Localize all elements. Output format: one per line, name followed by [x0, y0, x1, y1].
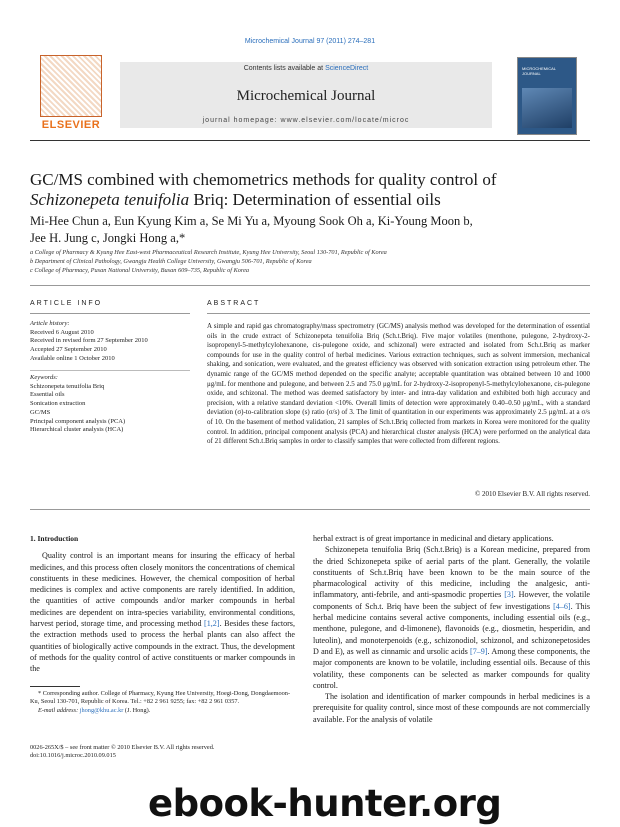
article-history	[30, 320, 195, 364]
intro-paragraph: Quality control is an important means for insuring the efficacy of herbal medicines, and this process often closely monitors the concentrations of chemical constituents in these medicines. However, the chemical composition of herbal medicines is complex and active components are rarely identified. In addition, the quantities of active compounds and/or marker compounds in herbal medicines are dependent on intra-species variability, environmental conditions, harvest period, storage time, and processing method [1,2]. Besides these factors, the extraction methods used to process the herbal plants can also affect the quantities of biologically active compounds in the extract. Thus, the development of methods for the quality control of active constituents or marker compounds in the	[30, 551, 295, 674]
journal-banner	[120, 62, 492, 128]
abstract-text: A simple and rapid gas chromatography/mass spectrometry (GC/MS) analysis method was developed for the determination of essential oils in the crude extract of Schizonepeta tenuifolia Briq (Sch.t.Briq). Five major volatiles (menthone, pulegone, 2-hydroxy-2-isopropenyl-5-methylcylohexanone, cis-pulegone oxide, and schizonal) were extracted and isolated from Sch.t.Briq as marker compounds for use in the quality control of herbal medicines. Various extraction techniques, such as solvent immersion, mechanical shaking, and sonication, were evaluated, and the greatest efficiency was observed with sonication extraction using petroleum ether. The dynamic range of the GC/MS method depended on the specific analyte; acceptable quantitation was obtained between 10 and 1000 μg/mL for menthone and pulegone, and between 2.5 and 75.0 μg/mL for 2-hydroxy-2-isopropenyl-5-methylcylohexanone, cis-pulegone oxide, and schizonal. The method was deemed satisfactory by inter- and intra-day validation and exhibited both high accuracy and precision, with a relative standard deviation <10%. Overall limits of detection were approximately 0.40–0.50 μg/mL, with a standard deviation (σ)-to-calibration slope (s) ratio (σ/s) of 3. The limit of quantitation in our experiments was approximately 2.5 μg/mL at a σ/s of 10. On the basement of method validation, 21 samples of Sch.t.Briq collected from markets in Korea were monitored for the quality control. In addition, principal component analysis (PCA) and hierarchical cluster analysis (HCA) were performed on the analytical data of 21 different Sch.t.Briq samples in order to classify samples that were collected from different regions.	[207, 322, 590, 446]
authors-line-2[interactable]: Jee H. Jung c, Jongki Hong a,*	[30, 231, 186, 245]
citation-link[interactable]: [3]	[504, 590, 514, 600]
footnote	[30, 690, 295, 715]
keywords-rule	[30, 370, 190, 371]
masthead-rule	[30, 140, 590, 141]
article-info-rule	[30, 313, 190, 314]
corresponding-author: * Corresponding author. College of Pharmacy, Kyung Hee University, Hoegi-Dong, Dongdaemoon-Ku, Seoul 130-701, Republic of Korea. Tel.: +82 2 961 9255; fax: +82 2 961 0357.	[30, 690, 291, 706]
keyword-item: Essential oils	[30, 391, 65, 399]
journal-homepage[interactable]: journal homepage: www.elsevier.com/locate/microc	[202, 117, 410, 124]
article-info-heading: ARTICLE INFO	[30, 300, 103, 307]
doi-link[interactable]: doi:10.1016/j.microc.2010.09.015	[30, 752, 116, 760]
elsevier-wordmark: ELSEVIER	[41, 119, 101, 131]
keyword-item: Principal component analysis (PCA)	[30, 417, 126, 425]
email-line: E-mail address: jhong@khu.ac.kr (J. Hong).	[38, 706, 151, 714]
journal-cover-image	[517, 57, 577, 135]
elsevier-tree-icon	[40, 55, 102, 117]
watermark: ebook-hunter.org	[148, 782, 502, 825]
affiliation-rule	[30, 285, 590, 286]
schizonepeta-paragraph: Schizonepeta tenuifolia Briq (Sch.t.Briq) is a Korean medicine, prepared from the dried Schizonepeta spike of aerial parts of the plant. Generally, the volatile constituents of Sch.t.Briq have been known to be the main source of the pharmacological activity of this medicine, including the analgesic, anti-inflammatory, anti-febrile, and anti-spasmodic properties [3]. However, the volatile components of Sch.t. Briq have been the subject of few investigations [4–6]. This herbal medicine contains several active components, including essential oils (e.g., menthone, pulegone, and d-limonene), flavonoids (e.g., diosmetin, hesperidin, and luteolin), and monoterpenoids (e.g., schizonodiol, schizonol, and schizonepetosides D and E), as well as cinnamic and ursolic acids [7–9]. Among these components, the major components are known to be volatile, including essential oils. Because of this volatility, these components can be selected as marker compounds for quality control.	[313, 545, 590, 690]
elsevier-logo	[30, 53, 112, 135]
front-matter	[30, 744, 295, 761]
right-column	[313, 533, 590, 725]
affiliation-b: b Department of Clinical Pathology, Gwangju Health College University, Gwangju 506-701, Republic of Korea	[30, 258, 312, 265]
citation-link[interactable]: [4–6]	[553, 601, 571, 611]
contents-line	[120, 65, 492, 72]
abstract-heading: ABSTRACT	[207, 300, 261, 307]
cover-art	[522, 88, 572, 128]
authors-line-1[interactable]: Mi-Hee Chun a, Eun Kyung Kim a, Se Mi Yu a, Myoung Sook Oh a, Ki-Young Moon b,	[30, 214, 473, 228]
affiliation-c: c College of Pharmacy, Pusan National University, Busan 609–735, Republic of Korea	[30, 267, 250, 274]
isolation-paragraph: The isolation and identification of marker compounds in herbal medicines is a prerequisite for quality control, since most of these compounds are not commercially available. For the analysis of volatile	[313, 692, 590, 724]
history-label: Article history:	[30, 320, 70, 327]
keyword-item: Sonication extraction	[30, 400, 86, 408]
footnote-rule	[30, 686, 80, 687]
keywords-label: Keywords:	[30, 374, 58, 381]
abstract-copyright: © 2010 Elsevier B.V. All rights reserved.	[474, 490, 590, 498]
keyword-item: Schizonepeta tenuifolia Briq	[30, 382, 105, 390]
history-accepted: Accepted 27 September 2010	[30, 346, 107, 354]
keyword-item: GC/MS	[30, 408, 51, 416]
article-title: GC/MS combined with chemometrics methods for quality control of Schizonepeta tenuifolia Briq: Determination of essential oils	[30, 170, 497, 209]
history-revised: Received in revised form 27 September 2010	[30, 337, 148, 345]
sciencedirect-link[interactable]: ScienceDirect	[325, 65, 369, 72]
author-list	[30, 213, 590, 247]
continued-paragraph: herbal extract is of great importance in medicinal and dietary applications.	[313, 534, 554, 543]
cover-title: MICROCHEMICAL JOURNAL	[522, 66, 556, 76]
keyword-list	[30, 374, 195, 435]
intro-column	[30, 533, 295, 675]
journal-name: Microchemical Journal	[236, 88, 376, 104]
citation-link[interactable]: [1,2]	[204, 619, 220, 629]
intro-heading: 1. Introduction	[30, 534, 79, 543]
history-online: Available online 1 October 2010	[30, 354, 115, 362]
issn-line: 0026-265X/$ – see front matter © 2010 Elsevier B.V. All rights reserved.	[30, 744, 215, 751]
contents-prefix: Contents lists available at	[243, 65, 326, 72]
journal-masthead	[30, 53, 590, 135]
journal-citation[interactable]: Microchemical Journal 97 (2011) 274–281	[244, 38, 376, 45]
abstract-bottom-rule	[30, 509, 590, 510]
email-link[interactable]: jhong@khu.ac.kr	[79, 706, 124, 714]
keyword-item: Hierarchical cluster analysis (HCA)	[30, 426, 124, 434]
citation-link[interactable]: [7–9]	[470, 646, 488, 656]
abstract-rule	[207, 313, 590, 314]
history-received: Received 6 August 2010	[30, 328, 94, 336]
affiliation-a: a College of Pharmacy & Kyung Hee East-west Pharmaceutical Research Institute, Kyung Hee University, Seoul 130-701, Republic of Korea	[30, 249, 387, 256]
